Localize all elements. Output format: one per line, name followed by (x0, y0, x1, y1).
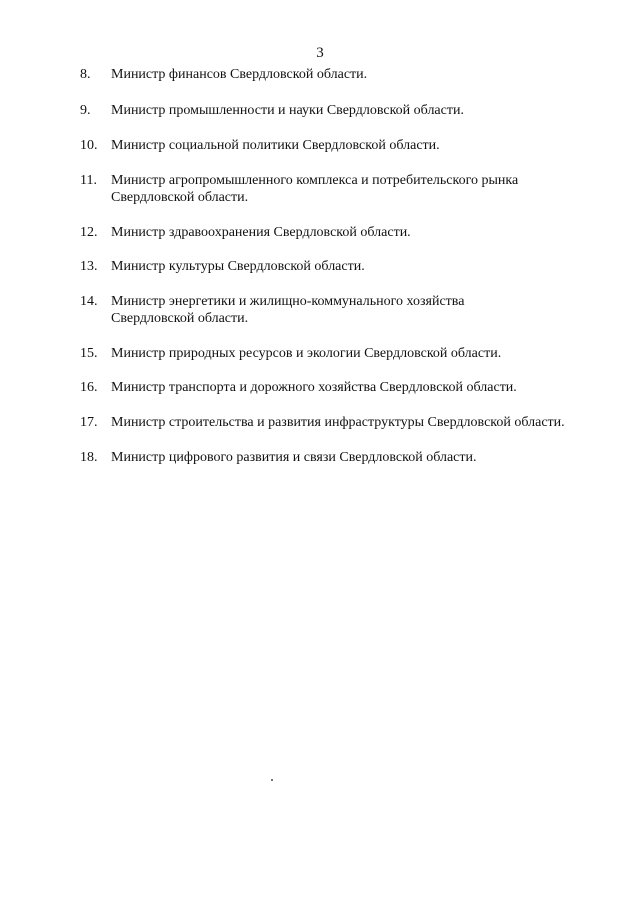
item-text-line: Министр строительства и развития инфраструктуры Свердловской области. (111, 415, 565, 430)
item-text-line: Министр социальной политики Свердловской области. (111, 138, 440, 153)
item-text-line: Министр транспорта и дорожного хозяйства Свердловской области. (111, 380, 517, 395)
item-number: 11. (80, 173, 97, 188)
item-text (111, 224, 626, 241)
item-number: 14. (80, 294, 98, 309)
item-text-line: Министр культуры Свердловской области. (111, 259, 365, 274)
item-text (111, 66, 626, 83)
item-number: 17. (80, 415, 98, 430)
item-text-line: Министр промышленности и науки Свердловской области. (111, 103, 464, 118)
item-text (111, 258, 626, 275)
item-text (111, 449, 626, 466)
item-number: 18. (80, 450, 98, 465)
item-text (111, 345, 626, 362)
item-text (111, 102, 626, 119)
item-number: 15. (80, 346, 98, 361)
item-text (111, 414, 626, 431)
item-text (111, 137, 626, 154)
scan-speck (271, 779, 273, 781)
item-text-line: Свердловской области. (111, 311, 249, 326)
item-text (111, 172, 626, 206)
item-text-line: Министр природных ресурсов и экологии Свердловской области. (111, 346, 502, 361)
item-text-line: Министр здравоохранения Свердловской области. (111, 225, 411, 240)
item-number: 13. (80, 259, 98, 274)
item-text-line: Министр цифрового развития и связи Свердловской области. (111, 450, 477, 465)
item-number: 8. (80, 67, 91, 82)
item-text (111, 379, 626, 396)
page-number: 3 (316, 45, 324, 61)
item-number: 10. (80, 138, 98, 153)
item-text-line: Свердловской области. (111, 190, 249, 205)
item-number: 9. (80, 103, 91, 118)
item-number: 16. (80, 380, 98, 395)
item-number: 12. (80, 225, 98, 240)
item-text-line: Министр агропромышленного комплекса и потребительского рынка (111, 173, 519, 188)
item-text (111, 293, 626, 327)
item-text-line: Министр финансов Свердловской области. (111, 67, 368, 82)
item-text-line: Министр энергетики и жилищно-коммунального хозяйства (111, 294, 465, 309)
